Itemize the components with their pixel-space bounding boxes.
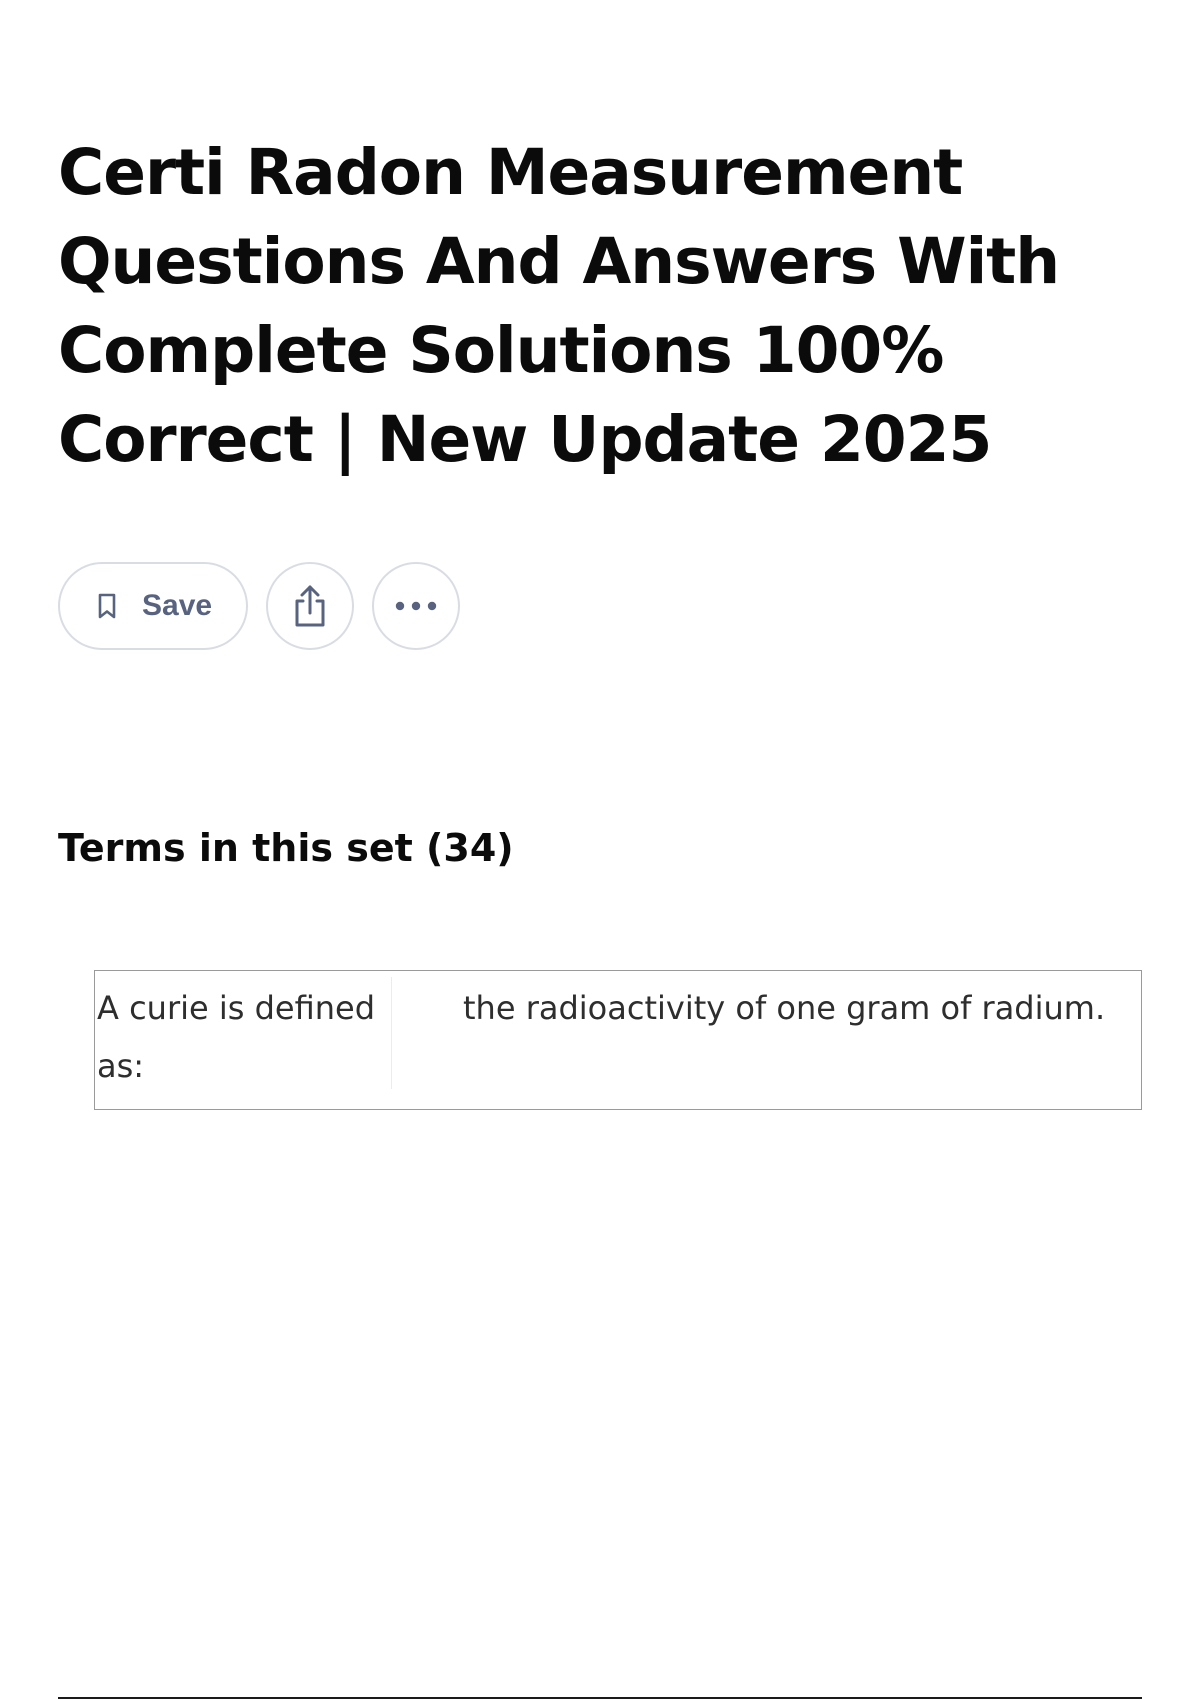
more-options-button[interactable] <box>372 562 460 650</box>
footer-divider <box>58 1697 1142 1699</box>
save-button[interactable] <box>58 562 248 650</box>
term-text: A curie is defined as: <box>97 989 376 1085</box>
action-bar <box>58 562 460 650</box>
bookmark-icon <box>98 593 116 619</box>
share-icon <box>291 584 329 628</box>
definition-text: the radioactivity of one gram of radium. <box>463 989 1106 1027</box>
share-button[interactable] <box>266 562 354 650</box>
terms-heading: Terms in this set (34) <box>58 826 514 870</box>
page-title: Certi Radon Measurement Questions And Answers With Complete Solutions 100% Correct | New Update 2025 <box>58 136 1060 476</box>
term-card[interactable] <box>94 970 1142 1110</box>
more-options-icon <box>395 601 437 611</box>
term-divider <box>391 977 392 1089</box>
save-button-label: Save <box>142 589 213 622</box>
